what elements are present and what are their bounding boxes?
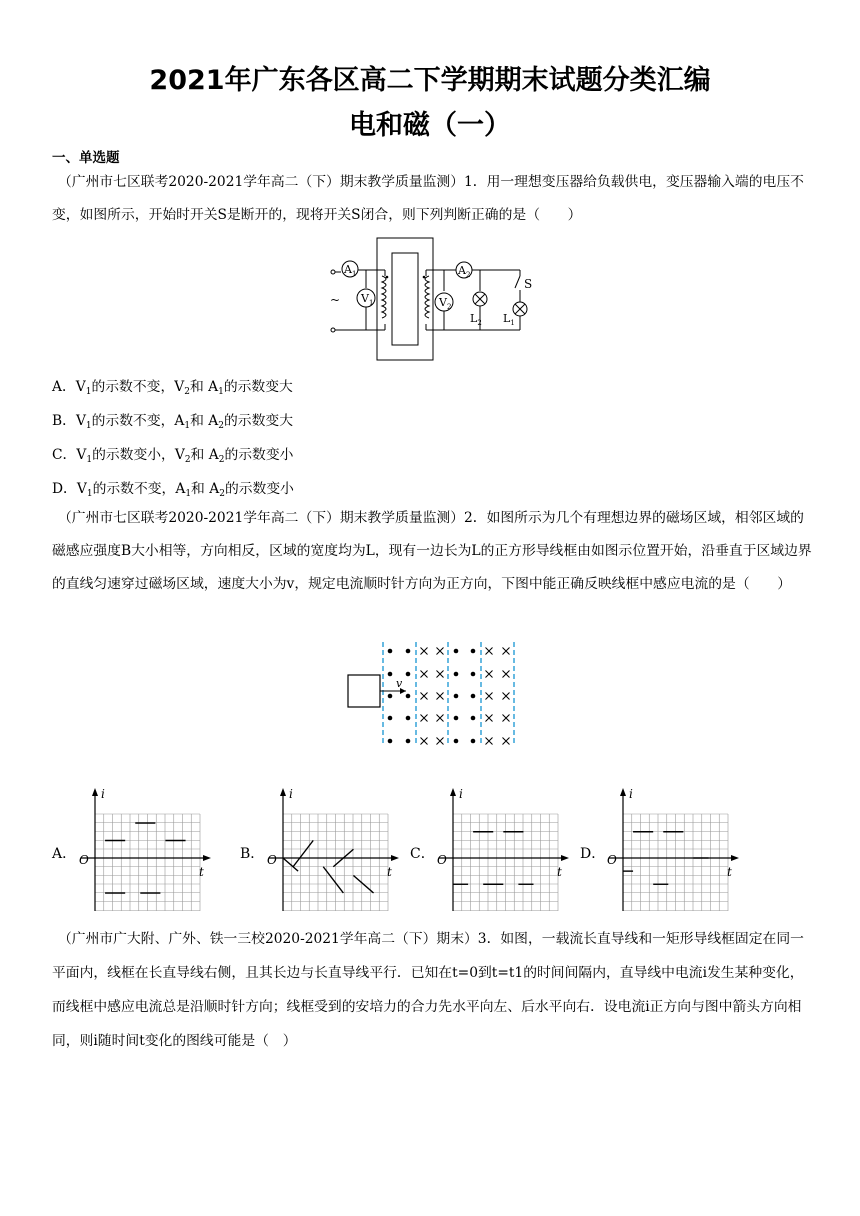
origin-label: O [437, 853, 447, 867]
field-in-cross [486, 693, 493, 700]
q2-graph-c[interactable] [433, 786, 573, 916]
question-2-text: （广州市七区联考2020-2021学年高二（下）期末教学质量监测）2．如图所示为几个有理想边界的磁场区域，相邻区域的磁感应强度B大小相等，方向相反，区域的宽度均为L，现有一边长为L的正方形导线框由如图示位置开始，沿垂直于区域边界的直线匀速穿过磁场区域，速度大小为v，规定电流顺时针方向为正方向，下图中能正确反映线框中感应电流的是（ ） [52, 510, 812, 592]
section-heading: 一、单选题 [52, 150, 120, 166]
q2-choice-d-label[interactable]: D． [580, 846, 606, 862]
q2-graph-a[interactable] [75, 786, 215, 916]
field-out-dot [406, 649, 411, 654]
field-in-cross [421, 693, 428, 700]
svg-text:S: S [524, 277, 533, 291]
origin-label: O [79, 853, 89, 867]
field-out-dot [406, 694, 411, 699]
field-in-cross [437, 715, 444, 722]
t-axis-label: t [557, 865, 562, 879]
transformer-circuit-figure [320, 236, 540, 364]
field-in-cross [437, 693, 444, 700]
q2-choice-a-label[interactable]: A． [52, 846, 77, 862]
field-out-dot [471, 672, 476, 677]
field-in-cross [486, 648, 493, 655]
field-out-dot [454, 716, 459, 721]
question-1-text: （广州市七区联考2020-2021学年高二（下）期末教学质量监测）1．用一理想变压器给负载供电，变压器输入端的电压不变，如图所示，开始时开关S是断开的，现将开关S闭合，则下列判断正确的是（ ） [52, 174, 804, 223]
current-segment [283, 858, 298, 871]
svg-text:~: ~ [330, 293, 341, 307]
field-out-dot [454, 694, 459, 699]
q1-option-c[interactable]: C．$V_1$的示数变小，$V_2$和 $A_2$的示数变小 [52, 447, 294, 465]
field-in-cross [503, 715, 510, 722]
field-in-cross [503, 738, 510, 745]
field-out-dot [388, 649, 393, 654]
q1-option-d[interactable]: D．$V_1$的示数不变，$A_1$和 $A_2$的示数变小 [52, 481, 294, 499]
current-segment [293, 841, 313, 867]
question-3-text: （广州市广大附、广外、铁一三校2020-2021学年高二（下）期末）3．如图，一载流长直导线和一矩形导线框固定在同一平面内，线框在长直导线右侧，且其长边与长直导线平行．已知在t=0到t=t1的时间间隔内，直导线中电流i发生某种变化，而线框中感应电流总是沿顺时针方向；线框受到的安培力的合力先水平向左、后水平向右．设电流i正方向与图中箭头方向相同，则i随时间t变化的图线可能是（ ） [52, 931, 804, 1049]
field-out-dot [406, 739, 411, 744]
q2-graph-b[interactable] [263, 786, 403, 916]
field-out-dot [454, 649, 459, 654]
field-in-cross [421, 738, 428, 745]
t-axis-label: t [199, 865, 204, 879]
field-in-cross [421, 648, 428, 655]
origin-label: O [607, 853, 617, 867]
field-out-dot [388, 716, 393, 721]
field-out-dot [388, 672, 393, 677]
svg-text:A1: $A_1$ [344, 263, 357, 278]
field-out-dot [471, 649, 476, 654]
magnetic-field-regions-figure [340, 640, 530, 750]
document-subtitle: 电和磁（一） [349, 110, 511, 141]
svg-text:A2: $A_2$ [458, 264, 471, 279]
field-out-dot [406, 672, 411, 677]
origin-label: O [267, 853, 277, 867]
i-axis-label: i [101, 787, 105, 801]
i-axis-label: i [289, 787, 293, 801]
svg-text:V1: $V_1$ [361, 292, 374, 307]
q2-graph-d[interactable] [603, 786, 743, 916]
field-out-dot [454, 739, 459, 744]
field-out-dot [454, 672, 459, 677]
svg-text:v: v [396, 677, 403, 690]
i-axis-label: i [459, 787, 463, 801]
field-in-cross [503, 648, 510, 655]
field-out-dot [406, 716, 411, 721]
field-in-cross [503, 671, 510, 678]
q2-choice-c-label[interactable]: C． [410, 846, 435, 862]
field-in-cross [437, 671, 444, 678]
t-axis-label: t [387, 865, 392, 879]
field-in-cross [503, 693, 510, 700]
q1-option-b[interactable]: B．$V_1$的示数不变，$A_1$和 $A_2$的示数变大 [52, 413, 293, 431]
i-axis-label: i [629, 787, 633, 801]
field-out-dot [388, 739, 393, 744]
field-out-dot [471, 716, 476, 721]
svg-text:L2: $L_2$ [470, 312, 482, 327]
field-out-dot [471, 694, 476, 699]
field-out-dot [388, 694, 393, 699]
field-in-cross [486, 715, 493, 722]
q2-choice-b-label[interactable]: B． [240, 846, 265, 862]
field-out-dot [471, 739, 476, 744]
field-in-cross [437, 738, 444, 745]
document-title: 2021年广东各区高二下学期期末试题分类汇编 [149, 65, 711, 96]
t-axis-label: t [727, 865, 732, 879]
field-in-cross [421, 671, 428, 678]
q1-option-a[interactable]: A．$V_1$的示数不变，$V_2$和 $A_1$的示数变大 [52, 379, 293, 397]
field-in-cross [421, 715, 428, 722]
field-in-cross [437, 648, 444, 655]
svg-text:L1: $L_1$ [503, 312, 515, 327]
field-in-cross [486, 671, 493, 678]
current-segment [323, 867, 343, 893]
field-in-cross [486, 738, 493, 745]
svg-text:V2: $V_2$ [439, 296, 452, 311]
